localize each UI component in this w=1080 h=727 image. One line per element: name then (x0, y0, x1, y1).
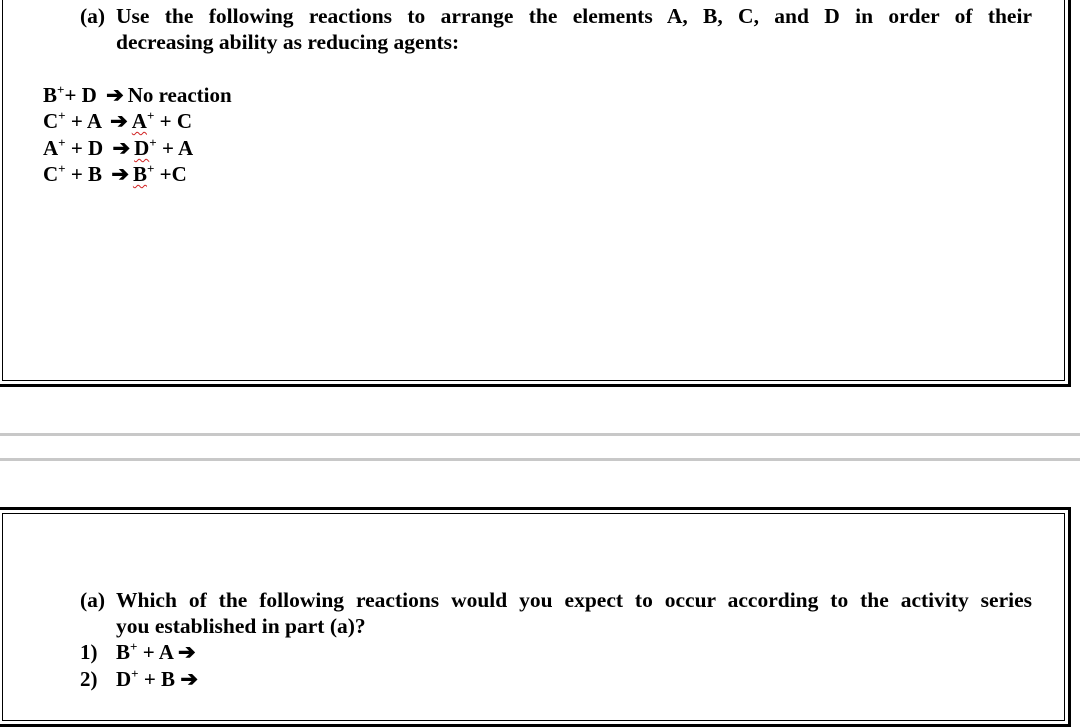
product: +C (154, 162, 187, 186)
arrow-icon: ➔ (106, 83, 124, 107)
reactant: + A (65, 109, 101, 133)
question-1 (80, 3, 1032, 55)
arrow-icon: ➔ (180, 667, 198, 691)
charge: + (149, 135, 157, 150)
arrow-icon: ➔ (111, 162, 129, 186)
reactant: + B (138, 667, 181, 691)
arrow-icon: ➔ (110, 109, 128, 133)
reactant: C (43, 109, 59, 133)
reactant: + D (65, 136, 104, 160)
question-1-label: (a) (80, 4, 106, 28)
charge: + (131, 666, 139, 681)
reaction-row (43, 161, 187, 190)
product: B (132, 162, 147, 186)
reactant: + B (65, 162, 103, 186)
question-2 (80, 587, 1032, 639)
charge: + (58, 135, 66, 150)
product: A (131, 109, 147, 133)
separator-line (0, 458, 1080, 461)
item-number: 2) (80, 667, 98, 691)
reactant: + D (64, 83, 97, 107)
arrow-icon: ➔ (112, 136, 131, 160)
question-1-line-2: decreasing ability as reducing agents: (116, 30, 460, 54)
charge: + (57, 82, 65, 97)
question-2-line-1: Which of the following reactions would you expect to occur according to the activity series (116, 588, 1032, 612)
product: No reaction (127, 83, 232, 107)
product: D (134, 136, 150, 160)
charge: + (146, 161, 155, 176)
charge: + (146, 108, 155, 123)
item-number: 1) (80, 640, 98, 664)
question-2-label: (a) (80, 588, 106, 612)
reaction-row (43, 82, 232, 111)
question-1-line-1: Use the following reactions to arrange the elements A, B, C, and D in order of their (116, 4, 1032, 28)
reactant: C (43, 162, 59, 186)
reactant: D (116, 667, 132, 691)
charge: + (58, 161, 66, 176)
reactant: A (43, 136, 59, 160)
list-item (80, 639, 196, 668)
reaction-row (43, 108, 192, 137)
reactant: + A (137, 640, 179, 664)
arrow-icon: ➔ (178, 640, 196, 664)
product: + C (154, 109, 193, 133)
question-2-line-2: you established in part (a)? (116, 614, 366, 638)
charge: + (58, 108, 66, 123)
reactant: B (116, 640, 131, 664)
separator-line (0, 433, 1080, 436)
charge: + (130, 639, 138, 654)
product: + A (156, 136, 194, 160)
reactant: B (43, 83, 58, 107)
reaction-row (43, 135, 193, 164)
list-item (80, 666, 198, 695)
